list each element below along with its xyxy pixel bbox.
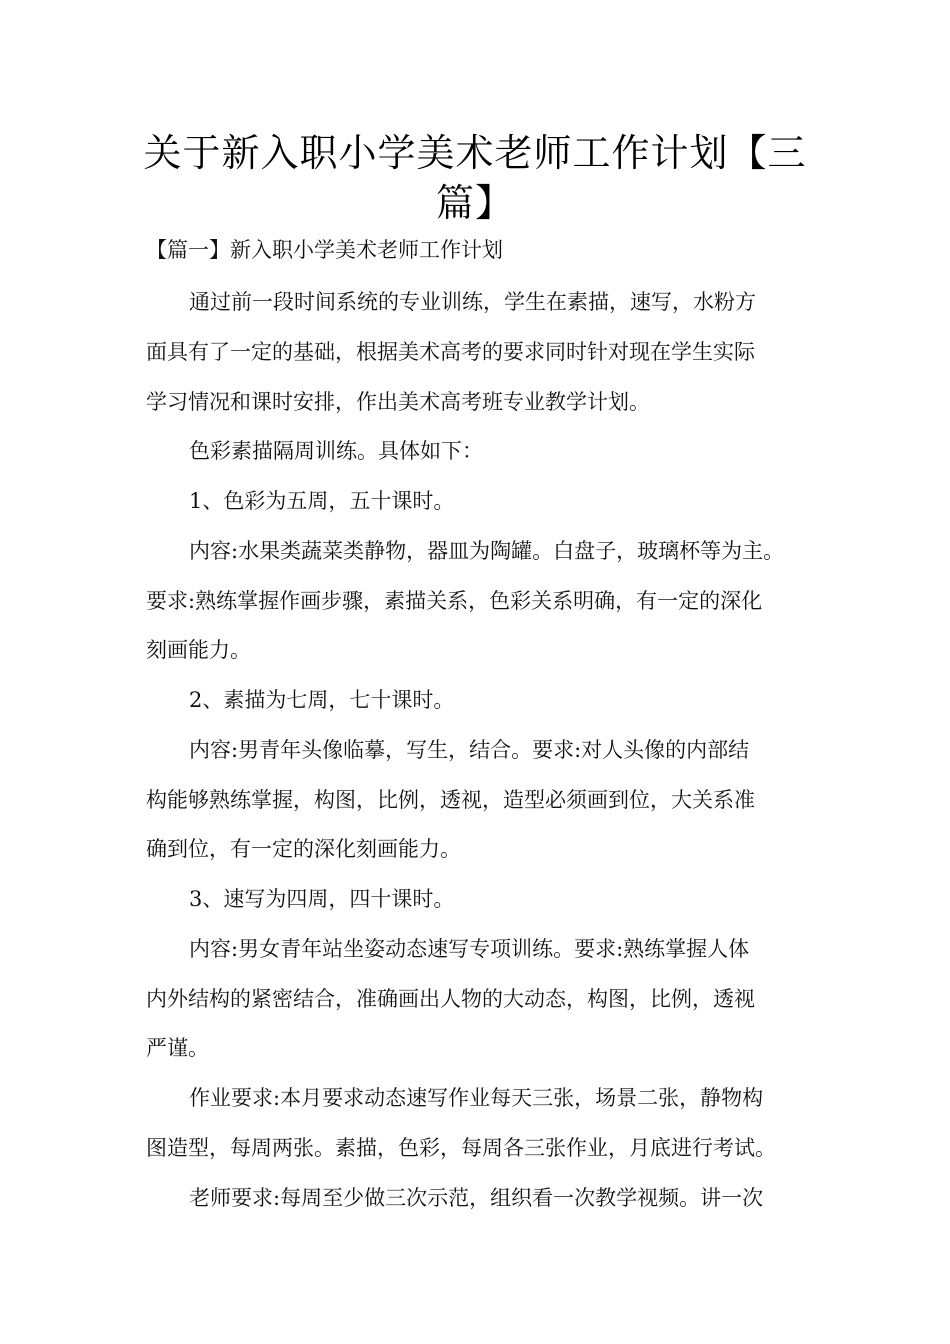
paragraph-line: 学习情况和课时安排，作出美术高考班专业教学计划。 bbox=[146, 390, 650, 414]
paragraph-line: 内容:男女青年站坐姿动态速写专项训练。要求:熟练掌握人体 bbox=[189, 937, 750, 961]
list-item: 3、速写为四周，四十课时。 bbox=[189, 887, 455, 911]
document-title bbox=[120, 128, 830, 228]
paragraph-line: 图造型，每周两张。素描，色彩，每周各三张作业，月底进行考试。 bbox=[146, 1136, 776, 1160]
paragraph-line: 面具有了一定的基础，根据美术高考的要求同时针对现在学生实际 bbox=[146, 340, 755, 364]
paragraph-line: 老师要求:每周至少做三次示范，组织看一次教学视频。讲一次 bbox=[189, 1186, 764, 1210]
paragraph-line: 严谨。 bbox=[146, 1036, 209, 1060]
paragraph-line: 确到位，有一定的深化刻画能力。 bbox=[146, 837, 461, 861]
title-line-2: 篇】 bbox=[435, 181, 514, 225]
paragraph-line: 内容:男青年头像临摹，写生，结合。要求:对人头像的内部结 bbox=[189, 738, 750, 762]
paragraph-line: 刻画能力。 bbox=[146, 638, 251, 662]
list-item: 2、素描为七周，七十课时。 bbox=[189, 688, 455, 712]
paragraph-line: 要求:熟练掌握作画步骤，素描关系，色彩关系明确，有一定的深化 bbox=[146, 589, 763, 613]
paragraph-line: 构能够熟练掌握，构图，比例，透视，造型必须画到位，大关系准 bbox=[146, 788, 755, 812]
paragraph-line: 内外结构的紧密结合，准确画出人物的大动态，构图，比例，透视 bbox=[146, 987, 755, 1011]
paragraph-line: 通过前一段时间系统的专业训练，学生在素描，速写，水粉方 bbox=[189, 290, 756, 314]
section-heading: 【篇一】新入职小学美术老师工作计划 bbox=[146, 238, 503, 262]
list-item: 1、色彩为五周，五十课时。 bbox=[189, 489, 455, 513]
paragraph-line: 内容:水果类蔬菜类静物，器皿为陶罐。白盘子，玻璃杯等为主。 bbox=[189, 539, 785, 563]
paragraph-line: 色彩素描隔周训练。具体如下： bbox=[189, 439, 483, 463]
paragraph-line: 作业要求:本月要求动态速写作业每天三张，场景二张，静物构 bbox=[189, 1086, 764, 1110]
title-line-1: 关于新入职小学美术老师工作计划【三 bbox=[143, 131, 807, 175]
